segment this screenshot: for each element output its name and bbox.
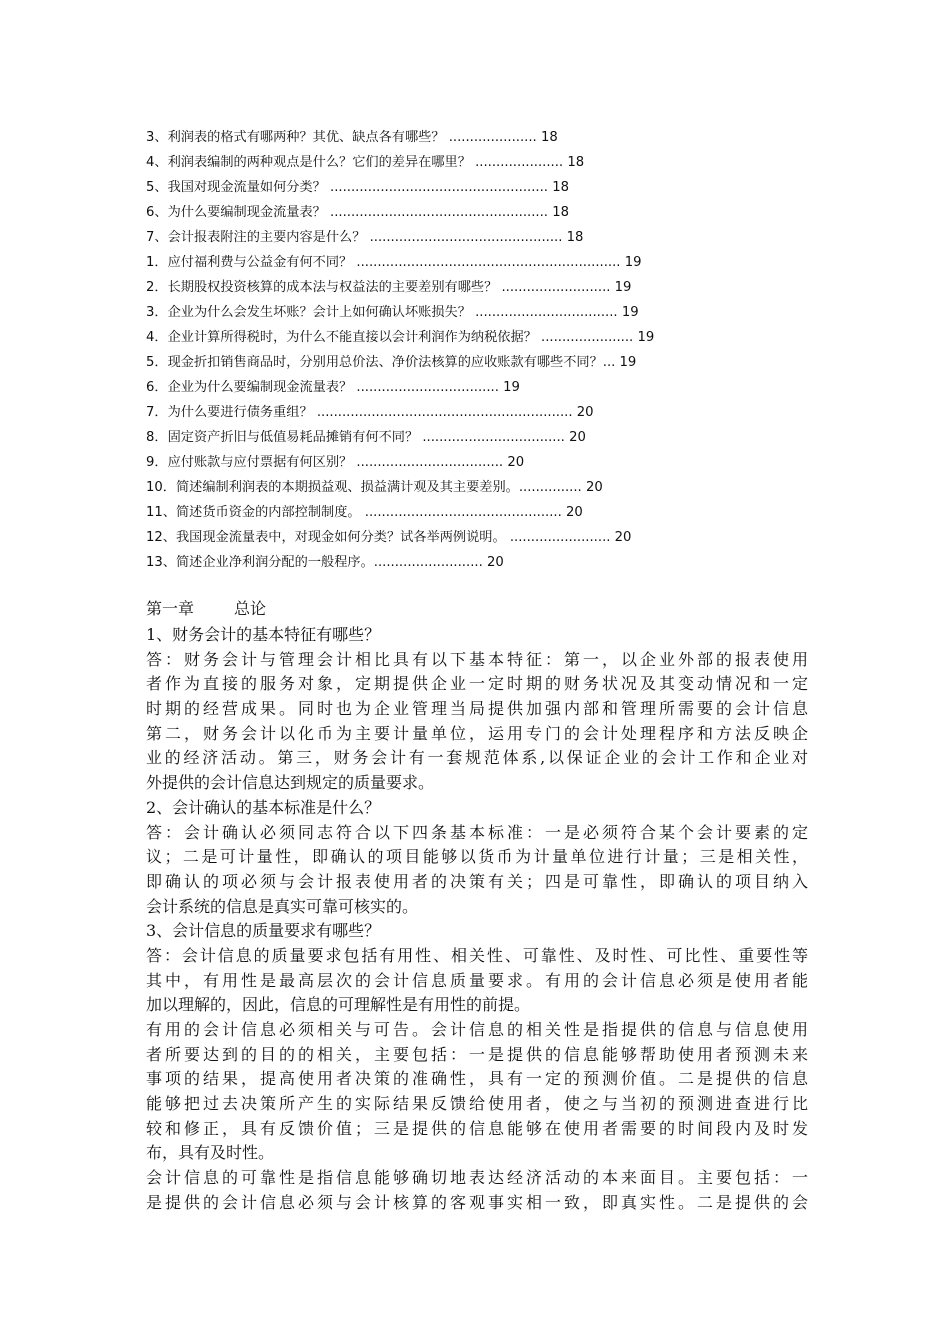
- body-line: 其中，有用性是最高层次的会计信息质量要求。有用的会计信息必须是使用者能: [146, 970, 808, 990]
- toc-entry-title: 4．企业计算所得税时，为什么不能直接以会计利润作为纳税依据？: [146, 330, 537, 345]
- toc-entry-title: 1．应付福利费与公益金有何不同？: [146, 255, 353, 270]
- table-of-contents: [146, 125, 806, 575]
- toc-page-number: 18: [552, 205, 569, 220]
- toc-leader: ..........................: [497, 280, 611, 295]
- toc-entry-title: 7．为什么要进行债务重组？: [146, 405, 313, 420]
- chapter-number: 第一章: [146, 599, 195, 618]
- toc-entry[interactable]: [146, 475, 806, 500]
- toc-entry-title: 10．简述编制利润表的本期损益观、损益满计观及其主要差别。: [146, 480, 519, 495]
- body-line: 时期的经营成果。同时也为企业管理当局提供加强内部和管理所需要的会计信息: [146, 699, 808, 719]
- toc-page-number: 20: [569, 430, 586, 445]
- toc-entry-title: 3．企业为什么会发生坏账？会计上如何确认坏账损失？: [146, 305, 471, 320]
- toc-page-number: 18: [567, 155, 585, 170]
- toc-leader: ...............................................................: [352, 255, 621, 270]
- toc-leader: ..................................: [352, 380, 499, 395]
- toc-page-number: 19: [503, 380, 520, 395]
- toc-entry-title: 12、我国现金流量表中，对现金如何分类？试各举两例说明。: [146, 530, 506, 545]
- document-body: [146, 597, 808, 1216]
- toc-entry[interactable]: [146, 325, 806, 350]
- toc-entry[interactable]: [146, 125, 806, 150]
- toc-page-number: 19: [614, 280, 632, 295]
- toc-leader: ...............: [518, 480, 582, 495]
- toc-entry[interactable]: [146, 175, 806, 200]
- toc-entry[interactable]: [146, 200, 806, 225]
- body-line: 第二，财务会计以化币为主要计量单位，运用专门的会计处理程序和方法反映企: [146, 723, 808, 743]
- question-heading: 1、财务会计的基本特征有哪些？: [146, 625, 381, 644]
- toc-entry-title: 13、简述企业净利润分配的一般程序。: [146, 555, 374, 570]
- toc-leader: ...................................: [352, 455, 504, 470]
- body-line: 有用的会计信息必须相关与可告。会计信息的相关性是指提供的信息与信息使用: [146, 1020, 808, 1039]
- toc-page-number: 19: [637, 330, 655, 345]
- toc-entry[interactable]: [146, 150, 806, 175]
- toc-page-number: 20: [585, 480, 603, 495]
- toc-entry[interactable]: [146, 500, 806, 525]
- toc-entry[interactable]: [146, 550, 806, 575]
- toc-entry-title: 6．企业为什么要编制现金流量表？: [146, 380, 353, 395]
- toc-leader: ........................: [505, 530, 611, 545]
- toc-entry-title: 6、为什么要编制现金流量表？: [146, 205, 326, 220]
- toc-page-number: 19: [624, 255, 642, 270]
- toc-leader: .....................: [444, 130, 537, 145]
- body-line: 加以理解的，因此，信息的可理解性是有用性的前提。: [146, 995, 531, 1015]
- toc-entry[interactable]: [146, 225, 806, 250]
- toc-page-number: 20: [507, 455, 525, 470]
- toc-entry[interactable]: [146, 450, 806, 475]
- toc-page-number: 20: [576, 405, 594, 420]
- toc-page-number: 19: [621, 305, 639, 320]
- body-line: 即确认的项必须与会计报表使用者的决策有关；四是可靠性，即确认的项目纳入: [146, 871, 808, 891]
- body-line: 者所要达到的目的的相关，主要包括：一是提供的信息能够帮助使用者预测未来: [146, 1044, 808, 1064]
- toc-leader: ....................................................: [325, 180, 549, 195]
- body-line: 较和修正，具有反馈价值；三是提供的信息能够在使用者需要的时间段内及时发: [146, 1118, 808, 1138]
- toc-entry[interactable]: [146, 275, 806, 300]
- toc-page-number: 18: [552, 180, 569, 195]
- question-heading: 3、会计信息的质量要求有哪些？: [146, 921, 381, 941]
- toc-leader: ...: [602, 355, 616, 370]
- toc-page-number: 18: [566, 230, 584, 245]
- body-line: 会计信息的可靠性是指信息能够确切地表达经济活动的本来面目。主要包括：一: [146, 1168, 808, 1188]
- toc-leader: ..................................: [418, 430, 565, 445]
- toc-entry[interactable]: [146, 250, 806, 275]
- toc-entry-title: 7、会计报表附注的主要内容是什么？: [146, 230, 366, 245]
- toc-leader: .....................: [470, 155, 564, 170]
- body-line: 答：会计确认必须同志符合以下四条基本标准：一是必须符合某个会计要素的定: [146, 822, 808, 842]
- body-line: 议；二是可计量性，即确认的项目能够以货币为计量单位进行计量；三是相关性，: [146, 847, 808, 867]
- toc-page-number: 19: [619, 355, 637, 370]
- body-line: 能够把过去决策所产生的实际结果反馈给使用者，使之与当初的预测进查进行比: [146, 1094, 808, 1114]
- toc-entry-title: 5、我国对现金流量如何分类？: [146, 180, 326, 195]
- toc-entry-title: 8．固定资产折旧与低值易耗品摊销有何不同？: [146, 430, 419, 445]
- chapter-heading: [146, 597, 808, 623]
- toc-entry[interactable]: [146, 425, 806, 450]
- toc-entry[interactable]: [146, 525, 806, 550]
- toc-page-number: 20: [614, 530, 632, 545]
- toc-entry-title: 9．应付账款与应付票据有何区别？: [146, 455, 353, 470]
- body-line: 答：会计信息的质量要求包括有用性、相关性、可靠性、及时性、可比性、重要性等: [146, 945, 808, 965]
- toc-entry-title: 4、利润表编制的两种观点是什么？它们的差异在哪里？: [146, 155, 471, 170]
- toc-entry-title: 3、利润表的格式有哪两种？其优、缺点各有哪些？: [146, 130, 445, 145]
- toc-leader: ...............................................: [360, 505, 562, 520]
- toc-leader: .............................................................: [312, 405, 573, 420]
- toc-entry[interactable]: [146, 300, 806, 325]
- toc-leader: ..................................: [470, 305, 618, 320]
- toc-leader: ..........................: [373, 555, 483, 570]
- chapter-title: 总论: [234, 599, 267, 618]
- body-line: 布，具有及时性。: [146, 1143, 275, 1163]
- body-line: 会计系统的信息是真实可靠可核实的。: [146, 896, 419, 916]
- body-line: 业的经济活动。第三，财务会计有一套规范体系,以保证企业的会计工作和企业对: [146, 748, 808, 768]
- toc-entry[interactable]: [146, 350, 806, 375]
- toc-entry[interactable]: [146, 400, 806, 425]
- body-line: 事项的结果，提高使用者决策的准确性，具有一定的预测价值。二是提供的信息: [146, 1069, 808, 1089]
- question-heading: 2、会计确认的基本标准是什么？: [146, 797, 381, 817]
- toc-leader: ....................................................: [325, 205, 549, 220]
- toc-page-number: 18: [540, 130, 558, 145]
- toc-leader: ......................: [536, 330, 634, 345]
- body-line: 是提供的会计信息必须与会计核算的客观事实相一致，即真实性。二是提供的会: [146, 1192, 808, 1212]
- toc-entry-title: 11、简述货币资金的内部控制制度。: [146, 505, 361, 520]
- toc-entry[interactable]: [146, 375, 806, 400]
- body-line: 答：财务会计与管理会计相比具有以下基本特征：第一，以企业外部的报表使用: [146, 649, 808, 669]
- toc-entry-title: 5．现金折扣销售商品时，分别用总价法、净价法核算的应收账款有哪些不同？: [146, 355, 603, 370]
- toc-page-number: 20: [566, 505, 583, 520]
- body-line: 外提供的会计信息达到规定的质量要求。: [146, 773, 435, 793]
- toc-leader: ..............................................: [365, 230, 563, 245]
- toc-page-number: 20: [486, 555, 504, 570]
- body-line: 者作为直接的服务对象，定期提供企业一定时期的财务状况及其变动情况和一定: [146, 674, 808, 694]
- toc-entry-title: 2．长期股权投资核算的成本法与权益法的主要差别有哪些？: [146, 280, 498, 295]
